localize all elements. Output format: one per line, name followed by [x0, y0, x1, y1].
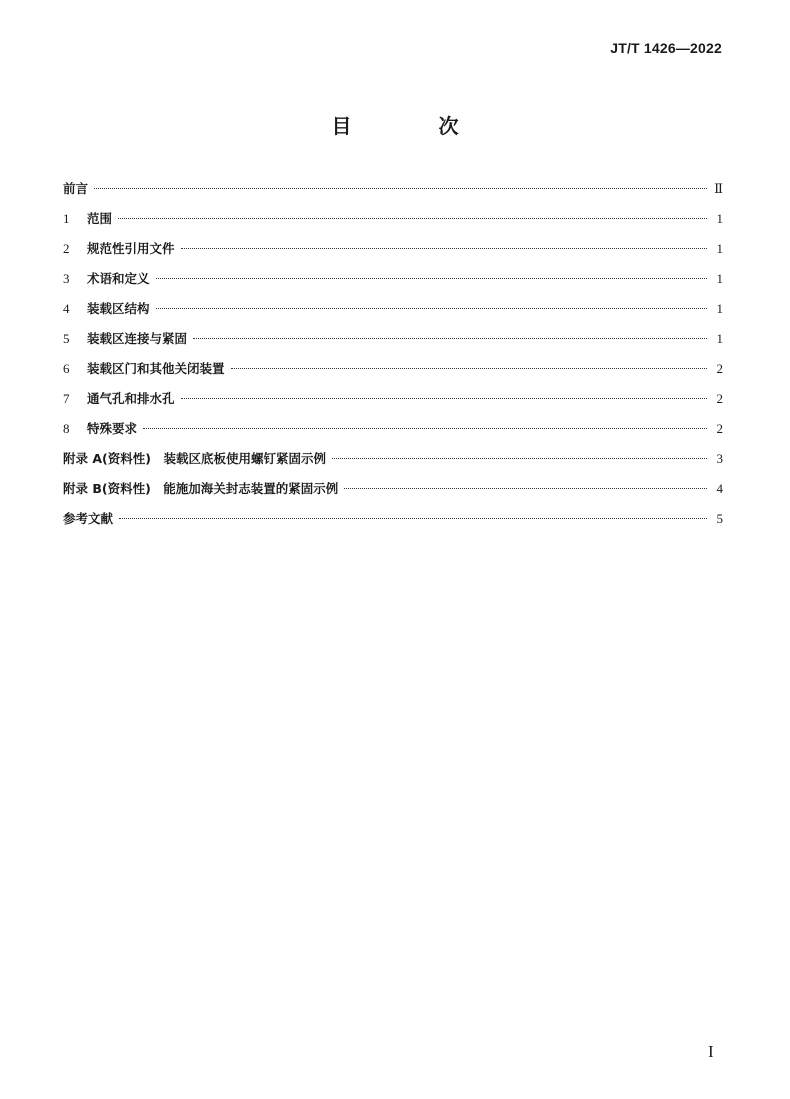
toc-entry-label	[63, 478, 338, 501]
toc-leader-dots	[193, 338, 707, 339]
toc-leader-dots	[231, 368, 707, 369]
toc-leader-dots	[94, 188, 707, 189]
toc-entry-number: 5	[63, 331, 70, 346]
toc-entry-label	[63, 508, 113, 531]
table-of-contents	[63, 178, 723, 538]
toc-entry-text: 参考文献	[63, 511, 114, 526]
toc-entry-page: Ⅱ	[714, 181, 723, 196]
toc-entry-label	[63, 238, 175, 261]
toc-entry-page: 1	[716, 241, 723, 256]
toc-entry-page: 2	[716, 421, 723, 436]
toc-leader-dots	[156, 308, 707, 309]
toc-entry-page: 5	[716, 511, 723, 526]
toc-entry-label	[63, 448, 326, 471]
toc-entry-text: 通气孔和排水孔	[87, 391, 175, 406]
toc-entry-text: 规范性引用文件	[87, 241, 175, 256]
toc-entry-page: 3	[716, 451, 723, 466]
toc-leader-dots	[344, 488, 707, 489]
toc-entry-label	[63, 328, 187, 351]
toc-entry-preface[interactable]	[63, 178, 723, 208]
toc-entry-label	[63, 358, 225, 381]
toc-entry-number: 3	[63, 271, 70, 286]
toc-entry-number: 4	[63, 301, 70, 316]
toc-entry-page: 4	[716, 481, 723, 496]
toc-leader-dots	[332, 458, 707, 459]
toc-entry-text: 术语和定义	[87, 271, 150, 286]
toc-leader-dots	[143, 428, 707, 429]
toc-leader-dots	[119, 518, 707, 519]
toc-entry-7[interactable]	[63, 388, 723, 418]
toc-entry-page: 1	[716, 271, 723, 286]
toc-entry-label	[63, 388, 175, 411]
toc-entry-number: 6	[63, 361, 70, 376]
toc-entry-3[interactable]	[63, 268, 723, 298]
toc-leader-dots	[181, 398, 707, 399]
toc-entry-text: 附录 A(资料性) 装载区底板使用螺钉紧固示例	[63, 451, 326, 466]
toc-entry-number: 7	[63, 391, 70, 406]
toc-entry-label	[63, 208, 112, 231]
page-title: 目 次	[331, 114, 499, 138]
toc-entry-number: 1	[63, 211, 70, 226]
toc-entry-page: 1	[716, 301, 723, 316]
toc-leader-dots	[156, 278, 707, 279]
toc-entry-4[interactable]	[63, 298, 723, 328]
toc-entry-text: 前言	[63, 181, 89, 196]
toc-entry-appendix-a[interactable]	[63, 448, 723, 478]
toc-entry-5[interactable]	[63, 328, 723, 358]
toc-entry-number: 2	[63, 241, 70, 256]
toc-entry-page: 1	[716, 331, 723, 346]
toc-entry-page: 2	[716, 361, 723, 376]
toc-entry-text: 附录 B(资料性) 能施加海关封志装置的紧固示例	[63, 481, 339, 496]
toc-entry-label	[63, 298, 150, 321]
toc-entry-6[interactable]	[63, 358, 723, 388]
toc-entry-text: 特殊要求	[87, 421, 138, 436]
toc-entry-page: 1	[716, 211, 723, 226]
toc-entry-2[interactable]	[63, 238, 723, 268]
toc-leader-dots	[118, 218, 707, 219]
toc-entry-label	[63, 268, 150, 291]
toc-entry-label	[63, 418, 137, 441]
toc-entry-appendix-b[interactable]	[63, 478, 723, 508]
toc-entry-text: 范围	[87, 211, 113, 226]
toc-entry-number: 8	[63, 421, 70, 436]
toc-leader-dots	[181, 248, 707, 249]
toc-entry-8[interactable]	[63, 418, 723, 448]
page-number: I	[708, 1042, 714, 1061]
standard-code: JT/T 1426—2022	[610, 40, 722, 56]
toc-entry-text: 装载区连接与紧固	[87, 331, 188, 346]
toc-entry-references[interactable]	[63, 508, 723, 538]
toc-entry-page: 2	[716, 391, 723, 406]
toc-entry-text: 装载区结构	[87, 301, 150, 316]
toc-entry-label	[63, 178, 88, 201]
toc-entry-text: 装载区门和其他关闭装置	[87, 361, 225, 376]
toc-entry-1[interactable]	[63, 208, 723, 238]
